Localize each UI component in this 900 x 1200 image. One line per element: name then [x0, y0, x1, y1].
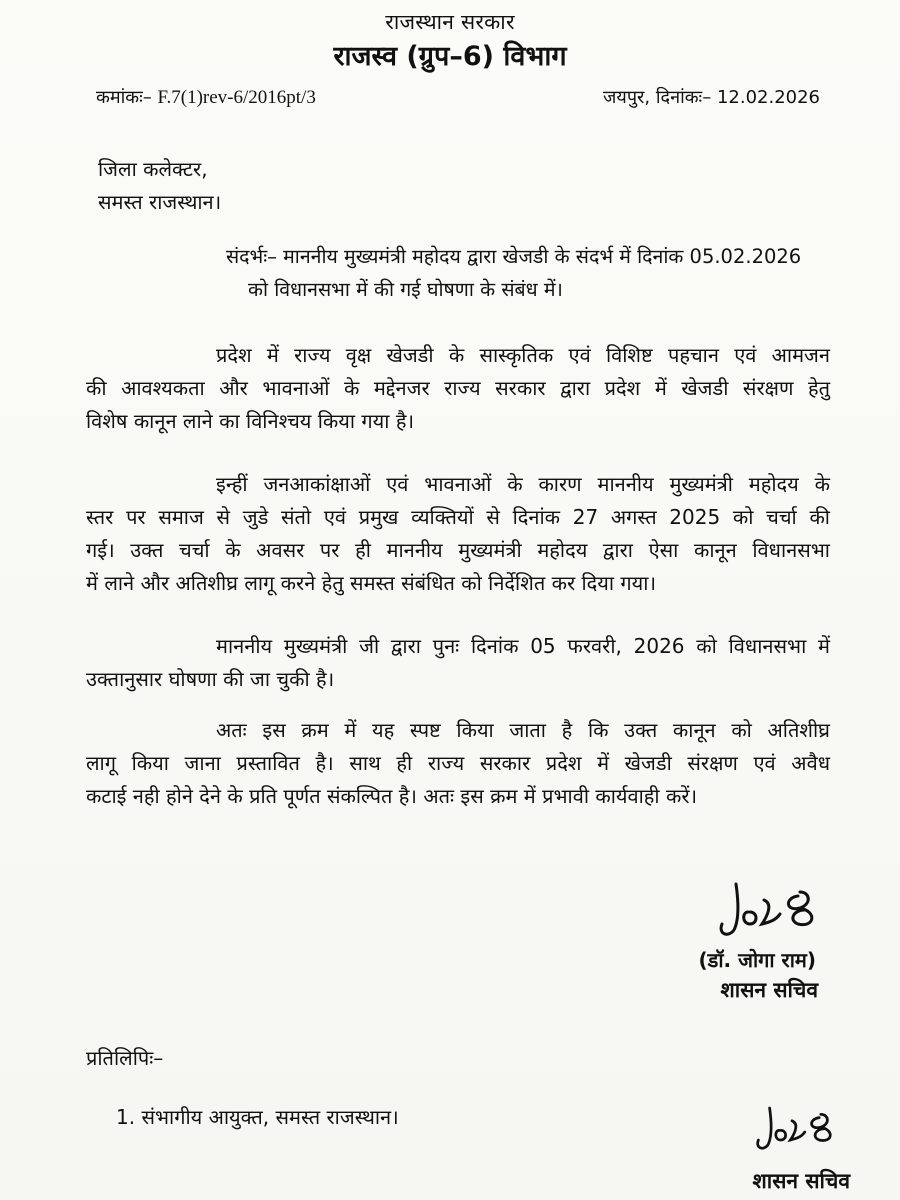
government-heading: राजस्थान सरकार — [385, 10, 515, 34]
paragraph-line: इन्हीं जनआकांक्षाओं एवं भावनाओं के कारण माननीय मुख्यमंत्री महोदय के — [216, 472, 830, 496]
addressee-line-2: समस्त राजस्थान। — [98, 190, 222, 214]
place-date-label: जयपुर, दिनांकः– — [603, 87, 712, 108]
signatory-designation: शासन सचिव — [720, 978, 818, 1002]
body-paragraph-3 — [86, 630, 830, 696]
addressee-line-1: जिला कलेक्टर, — [98, 157, 208, 181]
paragraph-line: अतः इस क्रम में यह स्पष्ट किया जाता है कि उक्त कानून को अतिशीघ्र — [216, 718, 830, 742]
subject — [226, 240, 801, 306]
body-paragraph-2 — [86, 468, 830, 600]
copy-signatory-designation: शासन सचिव — [752, 1169, 850, 1193]
paragraph-line: कटाई नही होने देने के प्रति पूर्णत संकल्पित है। अतः इस क्रम में प्रभावी कार्यवाही करें। — [86, 784, 698, 808]
reference-number — [96, 85, 316, 109]
body-paragraph-4 — [86, 714, 830, 813]
date-value: 12.02.2026 — [716, 87, 820, 108]
paragraph-line: विशेष कानून लाने का विनिश्चय किया गया है। — [86, 409, 415, 433]
paragraph-line: लागू किया जाना प्रस्तावित है। साथ ही राज्य सरकार प्रदेश में खेजडी संरक्षण एवं अवैध — [86, 751, 830, 775]
paragraph-line: गई। उक्त चर्चा के अवसर पर ही माननीय मुख्यमंत्री महोदय द्वारा ऐसा कानून विधानसभा — [86, 538, 830, 562]
signatory-name: (डॉ. जोगा राम) — [698, 948, 816, 972]
paragraph-line: स्तर पर समाज से जुडे संतो एवं प्रमुख व्यक्तियों से दिनांक 27 अगस्त 2025 को चर्चा की — [86, 505, 830, 529]
signature-icon — [714, 878, 834, 940]
paragraph-line: में लाने और अतिशीघ्र लागू करने हेतु समस्त संबंधित को निर्देशित कर दिया गया। — [86, 571, 657, 595]
copy-to-item: 1. संभागीय आयुक्त, समस्त राजस्थान। — [116, 1105, 399, 1129]
copy-to-heading: प्रतिलिपिः– — [86, 1046, 164, 1070]
body-paragraph-1 — [86, 339, 830, 438]
letter-date — [603, 85, 820, 109]
paragraph-line: उक्तानुसार घोषणा की जा चुकी है। — [86, 667, 335, 691]
paragraph-line: प्रदेश में राज्य वृक्ष खेजडी के सास्कृतिक एवं विशिष्ट पहचान एवं आमजन — [216, 343, 830, 367]
reference-number-value: F.7(1)rev-6/2016pt/3 — [157, 87, 316, 108]
reference-label: कमांकः– — [96, 87, 152, 108]
signature-icon — [752, 1100, 848, 1156]
department-heading: राजस्व (ग्रुप–6) विभाग — [333, 41, 567, 72]
paragraph-line: माननीय मुख्यमंत्री जी द्वारा पुनः दिनांक 05 फरवरी, 2026 को विधानसभा में — [216, 634, 830, 658]
subject-line-1: संदर्भः– माननीय मुख्यमंत्री महोदय द्वारा खेजडी के संदर्भ में दिनांक 05.02.2026 — [226, 245, 802, 268]
paragraph-line: की आवश्यकता और भावनाओं के मद्देनजर राज्य सरकार द्वारा प्रदेश में खेजडी संरक्षण हेतु — [86, 376, 830, 400]
subject-line-2: को विधानसभा में की गई घोषणा के संबंध में। — [248, 278, 563, 301]
